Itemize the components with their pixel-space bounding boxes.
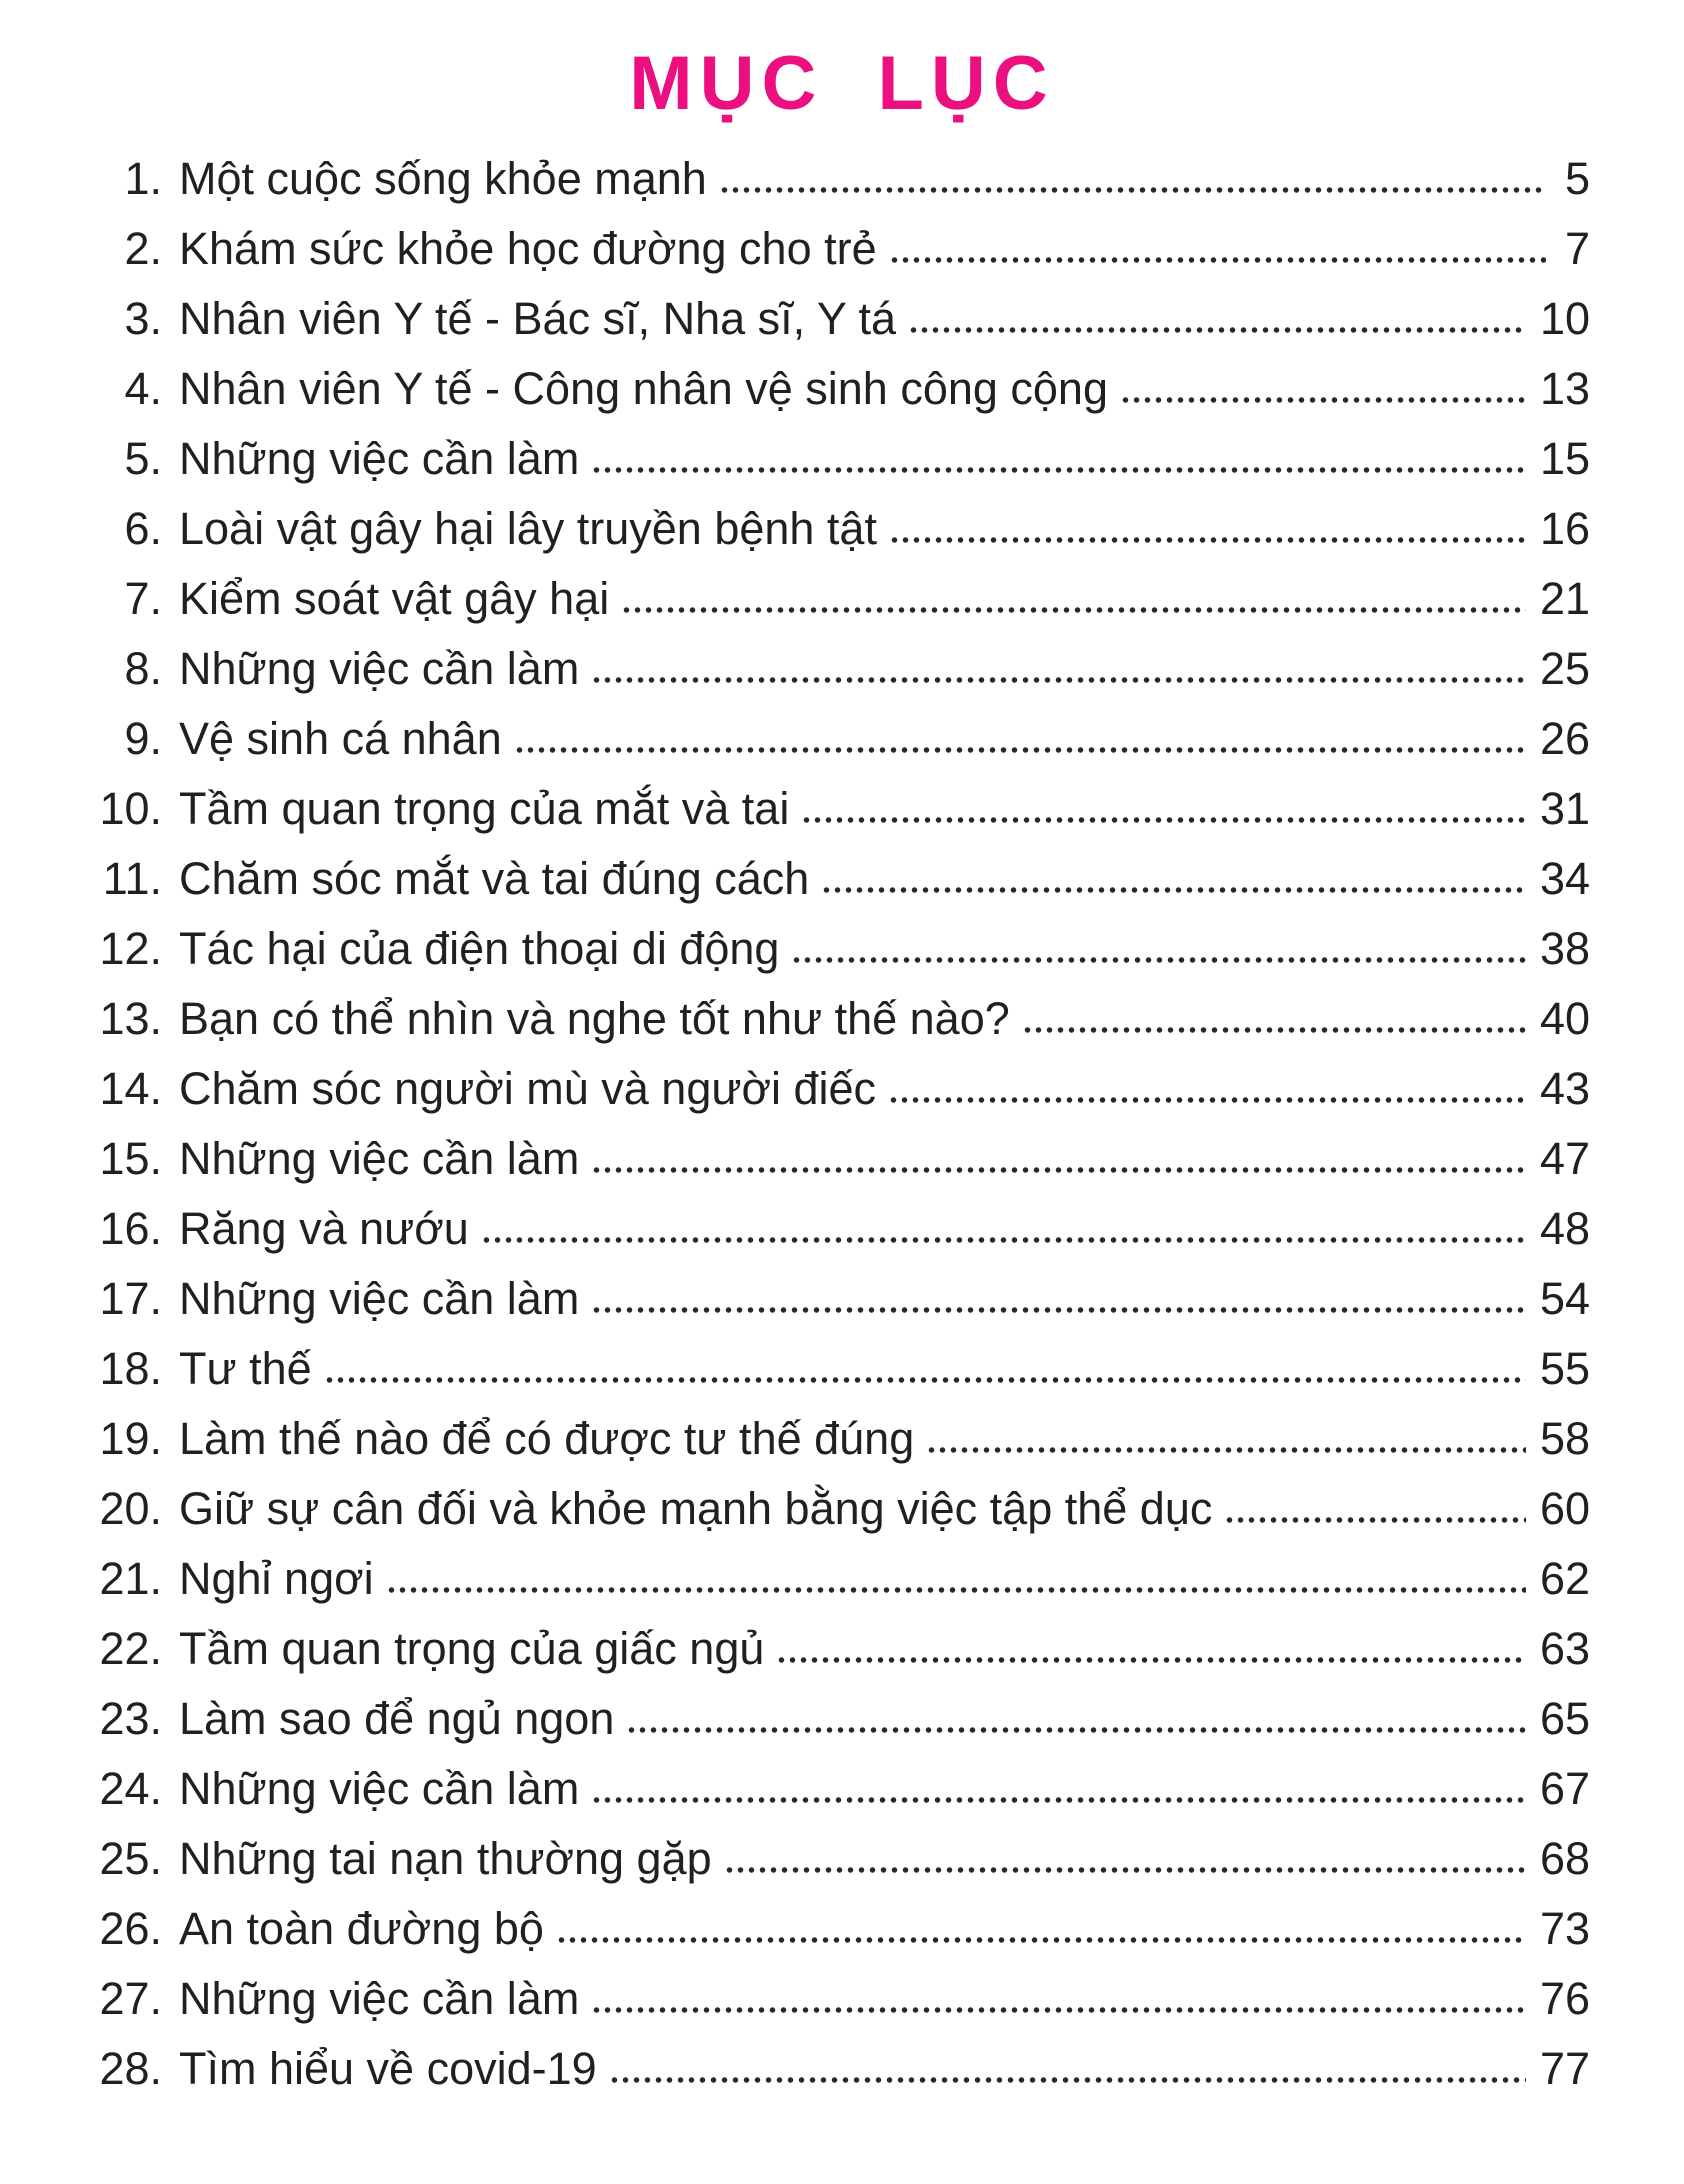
- entry-page-number: 54: [1539, 1272, 1590, 1324]
- dot-leader: [908, 298, 1526, 334]
- entry-number: 24.: [99, 1762, 162, 1814]
- toc-entry: [78, 2034, 1590, 2104]
- toc-entry: [78, 284, 1590, 354]
- dot-leader: [1022, 998, 1526, 1034]
- dot-leader: [888, 1068, 1526, 1104]
- toc-entry: [78, 1404, 1590, 1474]
- dot-leader: [591, 1768, 1526, 1804]
- toc-entry: [78, 1474, 1590, 1544]
- toc-entry: [78, 1824, 1590, 1894]
- entry-number: 2.: [124, 222, 162, 274]
- entry-title: Răng và nướu: [179, 1202, 469, 1254]
- entry-number: 28.: [99, 2042, 162, 2094]
- dot-leader: [719, 158, 1546, 194]
- entry-title: Khám sức khỏe học đường cho trẻ: [179, 222, 877, 274]
- dot-leader: [801, 788, 1526, 824]
- entry-number: 20.: [99, 1482, 162, 1534]
- entry-title: Tác hại của điện thoại di động: [179, 922, 780, 974]
- entry-page-number: 47: [1539, 1132, 1590, 1184]
- toc-entry: [78, 774, 1590, 844]
- toc-entry: [78, 1544, 1590, 1614]
- entry-page-number: 7: [1564, 222, 1590, 274]
- toc-entry: [78, 564, 1590, 634]
- entry-page-number: 62: [1539, 1552, 1590, 1604]
- entry-page-number: 67: [1539, 1762, 1590, 1814]
- toc-entry: [78, 1124, 1590, 1194]
- toc-entry: [78, 1964, 1590, 2034]
- dot-leader: [556, 1908, 1526, 1944]
- entry-title: Tìm hiểu về covid-19: [179, 2042, 597, 2094]
- entry-title: Tầm quan trọng của mắt và tai: [179, 782, 790, 834]
- entry-number: 17.: [99, 1272, 162, 1324]
- dot-leader: [1120, 368, 1526, 404]
- entry-title: Những việc cần làm: [179, 1272, 580, 1324]
- toc-entry: [78, 214, 1590, 284]
- entry-number: 19.: [99, 1412, 162, 1464]
- entry-number: 27.: [99, 1972, 162, 2024]
- entry-title: Những việc cần làm: [179, 642, 580, 694]
- entry-number: 15.: [99, 1132, 162, 1184]
- entry-page-number: 68: [1539, 1832, 1590, 1884]
- entry-title: Làm sao để ngủ ngon: [179, 1692, 615, 1744]
- entry-title: Nghỉ ngơi: [179, 1552, 374, 1604]
- toc-entry: [78, 844, 1590, 914]
- toc-list: [0, 144, 1684, 2104]
- dot-leader: [591, 1978, 1526, 2014]
- entry-number: 14.: [99, 1062, 162, 1114]
- entry-page-number: 5: [1564, 152, 1590, 204]
- toc-entry: [78, 424, 1590, 494]
- entry-title: Những việc cần làm: [179, 432, 580, 484]
- dot-leader: [514, 718, 1526, 754]
- entry-number: 18.: [99, 1342, 162, 1394]
- entry-title: Làm thế nào để có được tư thế đúng: [179, 1412, 915, 1464]
- toc-entry: [78, 1264, 1590, 1334]
- dot-leader: [481, 1208, 1526, 1244]
- entry-number: 6.: [124, 502, 162, 554]
- dot-leader: [591, 1138, 1526, 1174]
- entry-title: Những việc cần làm: [179, 1132, 580, 1184]
- toc-entry: [78, 1684, 1590, 1754]
- entry-title: Bạn có thể nhìn và nghe tốt như thế nào?: [179, 992, 1010, 1044]
- entry-page-number: 55: [1539, 1342, 1590, 1394]
- dot-leader: [821, 858, 1526, 894]
- dot-leader: [386, 1558, 1526, 1594]
- entry-number: 5.: [124, 432, 162, 484]
- entry-title: Những việc cần làm: [179, 1972, 580, 2024]
- entry-number: 7.: [124, 572, 162, 624]
- entry-page-number: 38: [1539, 922, 1590, 974]
- entry-page-number: 34: [1539, 852, 1590, 904]
- entry-page-number: 16: [1539, 502, 1590, 554]
- toc-entry: [78, 914, 1590, 984]
- entry-page-number: 13: [1539, 362, 1590, 414]
- entry-title: Tư thế: [179, 1342, 312, 1394]
- dot-leader: [626, 1698, 1526, 1734]
- entry-number: 21.: [99, 1552, 162, 1604]
- toc-entry: [78, 144, 1590, 214]
- dot-leader: [591, 438, 1526, 474]
- entry-title: Những việc cần làm: [179, 1762, 580, 1814]
- entry-number: 4.: [124, 362, 162, 414]
- toc-entry: [78, 1894, 1590, 1964]
- toc-entry: [78, 704, 1590, 774]
- entry-title: An toàn đường bộ: [179, 1902, 544, 1954]
- entry-number: 13.: [99, 992, 162, 1044]
- dot-leader: [724, 1838, 1526, 1874]
- entry-page-number: 60: [1539, 1482, 1590, 1534]
- toc-entry: [78, 494, 1590, 564]
- entry-number: 12.: [99, 922, 162, 974]
- entry-title: Chăm sóc người mù và người điếc: [179, 1062, 877, 1114]
- entry-number: 1.: [124, 152, 162, 204]
- entry-page-number: 63: [1539, 1622, 1590, 1674]
- dot-leader: [791, 928, 1526, 964]
- entry-page-number: 15: [1539, 432, 1590, 484]
- dot-leader: [621, 578, 1526, 614]
- entry-page-number: 40: [1539, 992, 1590, 1044]
- entry-number: 22.: [99, 1622, 162, 1674]
- entry-number: 3.: [124, 292, 162, 344]
- entry-page-number: 43: [1539, 1062, 1590, 1114]
- entry-number: 16.: [99, 1202, 162, 1254]
- dot-leader: [926, 1418, 1526, 1454]
- entry-number: 10.: [99, 782, 162, 834]
- toc-entry: [78, 634, 1590, 704]
- entry-title: Giữ sự cân đối và khỏe mạnh bằng việc tập thể dục: [179, 1482, 1213, 1534]
- toc-entry: [78, 1054, 1590, 1124]
- dot-leader: [1224, 1488, 1526, 1524]
- entry-number: 25.: [99, 1832, 162, 1884]
- dot-leader: [889, 228, 1546, 264]
- toc-entry: [78, 1194, 1590, 1264]
- dot-leader: [889, 508, 1526, 544]
- entry-number: 23.: [99, 1692, 162, 1744]
- toc-entry: [78, 1614, 1590, 1684]
- entry-page-number: 25: [1539, 642, 1590, 694]
- entry-page-number: 58: [1539, 1412, 1590, 1464]
- toc-entry: [78, 1754, 1590, 1824]
- dot-leader: [776, 1628, 1526, 1664]
- entry-number: 11.: [102, 852, 162, 904]
- entry-title: Nhân viên Y tế - Bác sĩ, Nha sĩ, Y tá: [179, 292, 897, 344]
- entry-title: Nhân viên Y tế - Công nhân vệ sinh công cộng: [179, 362, 1108, 414]
- toc-entry: [78, 984, 1590, 1054]
- page-title: MỤC LỤC: [629, 41, 1055, 126]
- entry-number: 26.: [99, 1902, 162, 1954]
- entry-title: Một cuộc sống khỏe mạnh: [179, 152, 707, 204]
- entry-number: 8.: [124, 642, 162, 694]
- entry-title: Những tai nạn thường gặp: [179, 1832, 712, 1884]
- entry-number: 9.: [124, 712, 162, 764]
- toc-entry: [78, 354, 1590, 424]
- entry-page-number: 48: [1539, 1202, 1590, 1254]
- dot-leader: [591, 648, 1526, 684]
- entry-page-number: 10: [1539, 292, 1590, 344]
- entry-page-number: 73: [1539, 1902, 1590, 1954]
- entry-page-number: 21: [1539, 572, 1590, 624]
- entry-title: Loài vật gây hại lây truyền bệnh tật: [179, 502, 877, 554]
- dot-leader: [324, 1348, 1526, 1384]
- entry-page-number: 26: [1539, 712, 1590, 764]
- dot-leader: [609, 2048, 1526, 2084]
- toc-entry: [78, 1334, 1590, 1404]
- entry-page-number: 77: [1539, 2042, 1590, 2094]
- entry-title: Chăm sóc mắt và tai đúng cách: [179, 852, 810, 904]
- entry-title: Vệ sinh cá nhân: [179, 712, 502, 764]
- entry-page-number: 31: [1539, 782, 1590, 834]
- entry-page-number: 76: [1539, 1972, 1590, 2024]
- entry-page-number: 65: [1539, 1692, 1590, 1744]
- dot-leader: [591, 1278, 1526, 1314]
- entry-title: Kiểm soát vật gây hại: [179, 572, 610, 624]
- entry-title: Tầm quan trọng của giấc ngủ: [179, 1622, 765, 1674]
